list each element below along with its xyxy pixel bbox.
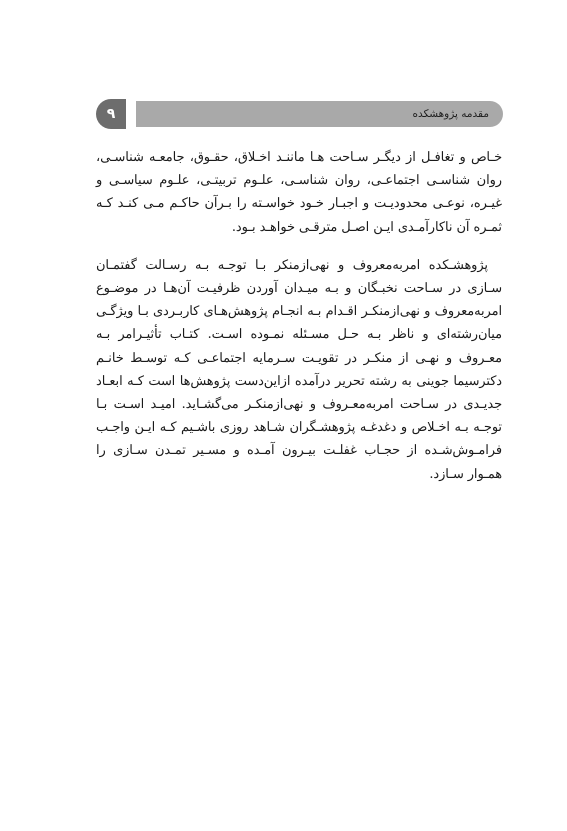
running-title: مقدمه پژوهشکده [412,108,489,120]
page-number: ۹ [96,99,126,129]
paragraph: خـاص و تغافـل از دیگـر سـاحت هـا ماننـد اخـلاق، حقـوق، جامعـه شناسـی، روان شناسـی اجتماعـی، روان شناسـی، علـوم تربیتـی، علـوم سیاسـی و غیـره، نوعـی محدودیـت و اجبـار خـود خواسـته را بـرآن حاکـم مـی کنـد کـه ثمـره آن ناکارآمـدی ایـن اصـل مترقـی خواهـد بـود. [96,150,502,235]
body-text [96,146,502,486]
paragraph: پژوهشـکده امربه‌معروف و نهی‌ازمنکر بـا توجـه بـه رسـالت گفتمـان سـازی در سـاحت نخبـگان و بـه میـدان آوردن ظرفیـت آن‌هـا در موضـوع امربه‌معروف و نهی‌ازمنکـر اقـدام بـه انجـام پژوهش‌هـای کاربـردی بـا ویژگـی میان‌رشته‌ای و ناظر بـه حـل مسـئله نمـوده اسـت. کتـاب تأثیـرامر بـه معـروف و نهـی از منکـر در تقویـت سـرمایه اجتماعـی کـه توسـط خانـم دکترسیما جوینی به رشته تحریر درآمده ازاین‌دست پژوهش‌ها است کـه ابعـاد جدیـدی در سـاحت امربه‌معـروف و نهی‌ازمنکـر می‌گشـاید. امیـد اسـت بـا توجـه بـه اخـلاص و دغدغـه پژوهشـگران شـاهد روزی باشـیم کـه ایـن واجـب فرامـوش‌شـده از حجـاب غفلـت بیـرون آمـده و مسـیر تمـدن سـازی را همـوار سـازد. [96,257,502,482]
header-bar [136,101,503,127]
page-header [96,99,503,129]
header-separator [133,101,135,127]
header-separator [128,101,130,127]
